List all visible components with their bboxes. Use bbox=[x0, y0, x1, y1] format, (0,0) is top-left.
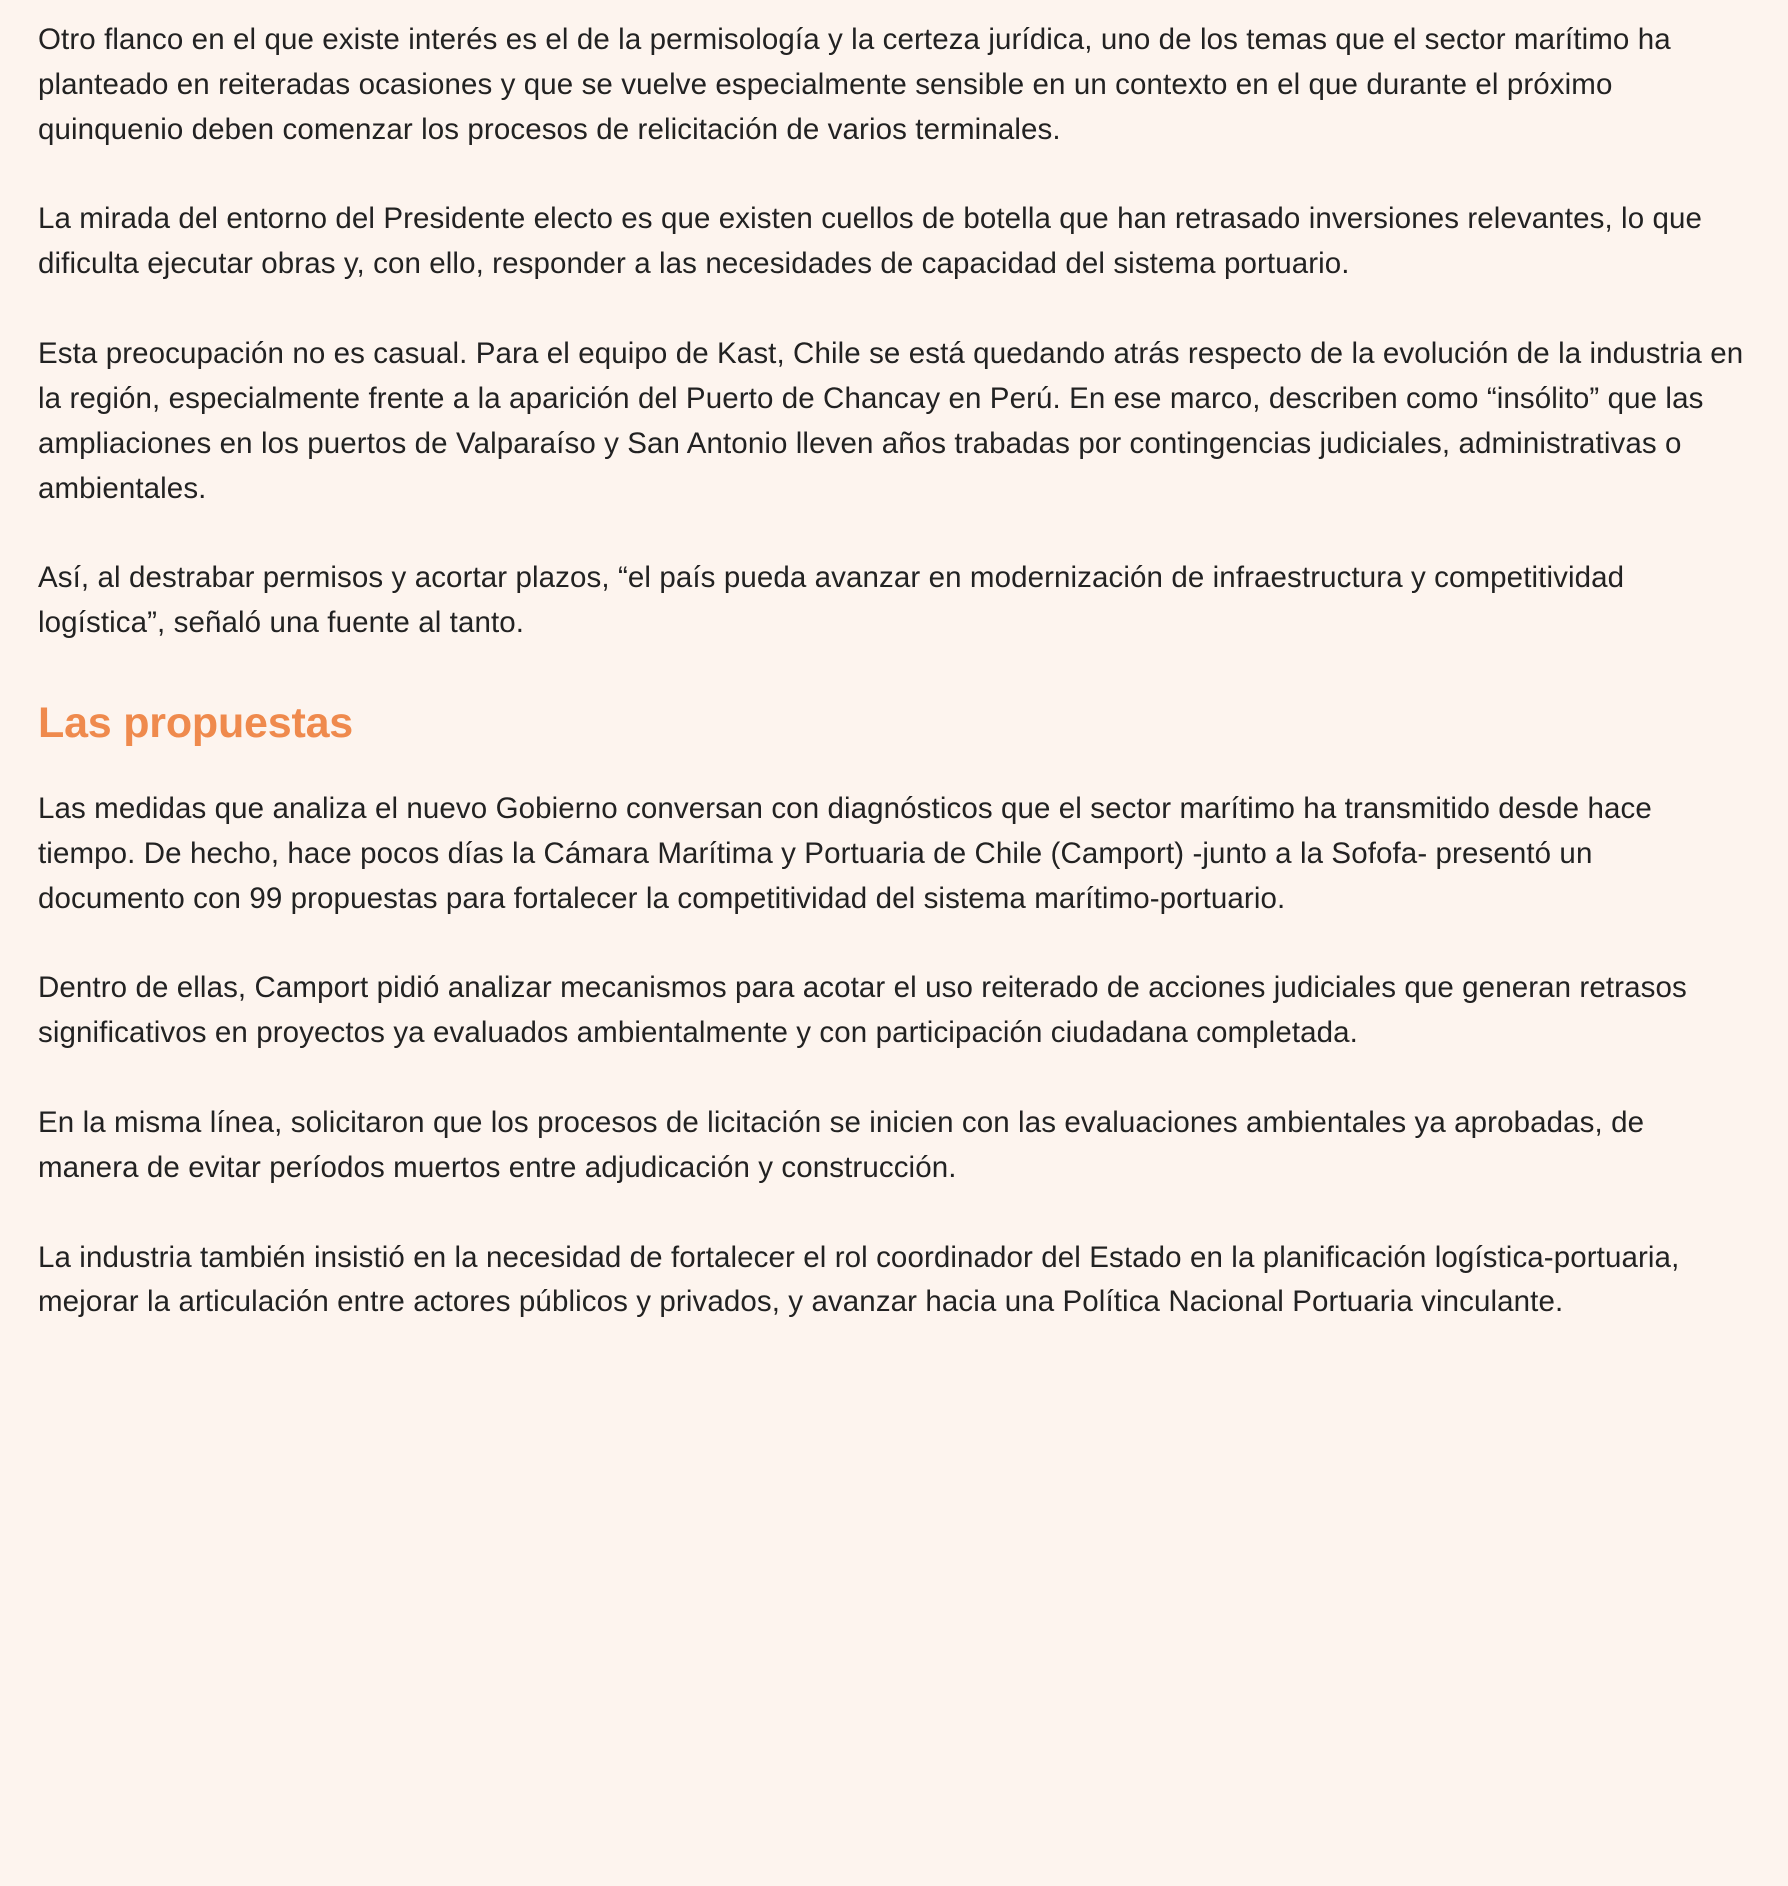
article-paragraph: Dentro de ellas, Camport pidió analizar mecanismos para acotar el uso reiterado de acciones judiciales que generan retrasos significativos en proyectos ya evaluados ambientalmente y con participación ciudadana completada. bbox=[38, 971, 1687, 1050]
article-paragraph: Las medidas que analiza el nuevo Gobierno conversan con diagnósticos que el sector marítimo ha transmitido desde hace tiempo. De hecho, hace pocos días la Cámara Marítima y Portuaria de Chile (Camport) -junto a la Sofofa- presentó un documento con 99 propuestas para fortalecer la competitividad del sistema marítimo-portuario. bbox=[38, 791, 1652, 915]
article-paragraph: En la misma línea, solicitaron que los procesos de licitación se inicien con las evaluaciones ambientales ya aprobadas, de manera de evitar períodos muertos entre adjudicación y construcción. bbox=[38, 1105, 1645, 1184]
section-heading-las-propuestas: Las propuestas bbox=[38, 699, 354, 748]
article-paragraph: Esta preocupación no es casual. Para el equipo de Kast, Chile se está quedando atrás respecto de la evolución de la industria en la región, especialmente frente a la aparición del Puerto de Chancay en Perú. En ese marco, describen como “insólito” que las ampliaciones en los puertos de Valparaíso y San Antonio lleven años trabadas por contingencias judiciales, administrativas o ambientales. bbox=[38, 337, 1744, 505]
article-paragraph: La mirada del entorno del Presidente electo es que existen cuellos de botella que han retrasado inversiones relevantes, lo que dificulta ejecutar obras y, con ello, responder a las necesidades de capacidad del sistema portuario. bbox=[38, 202, 1703, 281]
article-paragraph: Así, al destrabar permisos y acortar plazos, “el país pueda avanzar en modernización de infraestructura y competitividad logística”, señaló una fuente al tanto. bbox=[38, 561, 1625, 640]
article-paragraph: Otro flanco en el que existe interés es el de la permisología y la certeza jurídica, uno de los temas que el sector marítimo ha planteado en reiteradas ocasiones y que se vuelve especialmente sensible en un contexto en el que durante el próximo quinquenio deben comenzar los procesos de relicitación de varios terminales. bbox=[38, 23, 1671, 146]
article-paragraph: La industria también insistió en la necesidad de fortalecer el rol coordinador del Estado en la planificación logística-portuaria, mejorar la articulación entre actores públicos y privados, y avanzar hacia una Política Nacional Portuaria vinculante. bbox=[38, 1240, 1680, 1319]
